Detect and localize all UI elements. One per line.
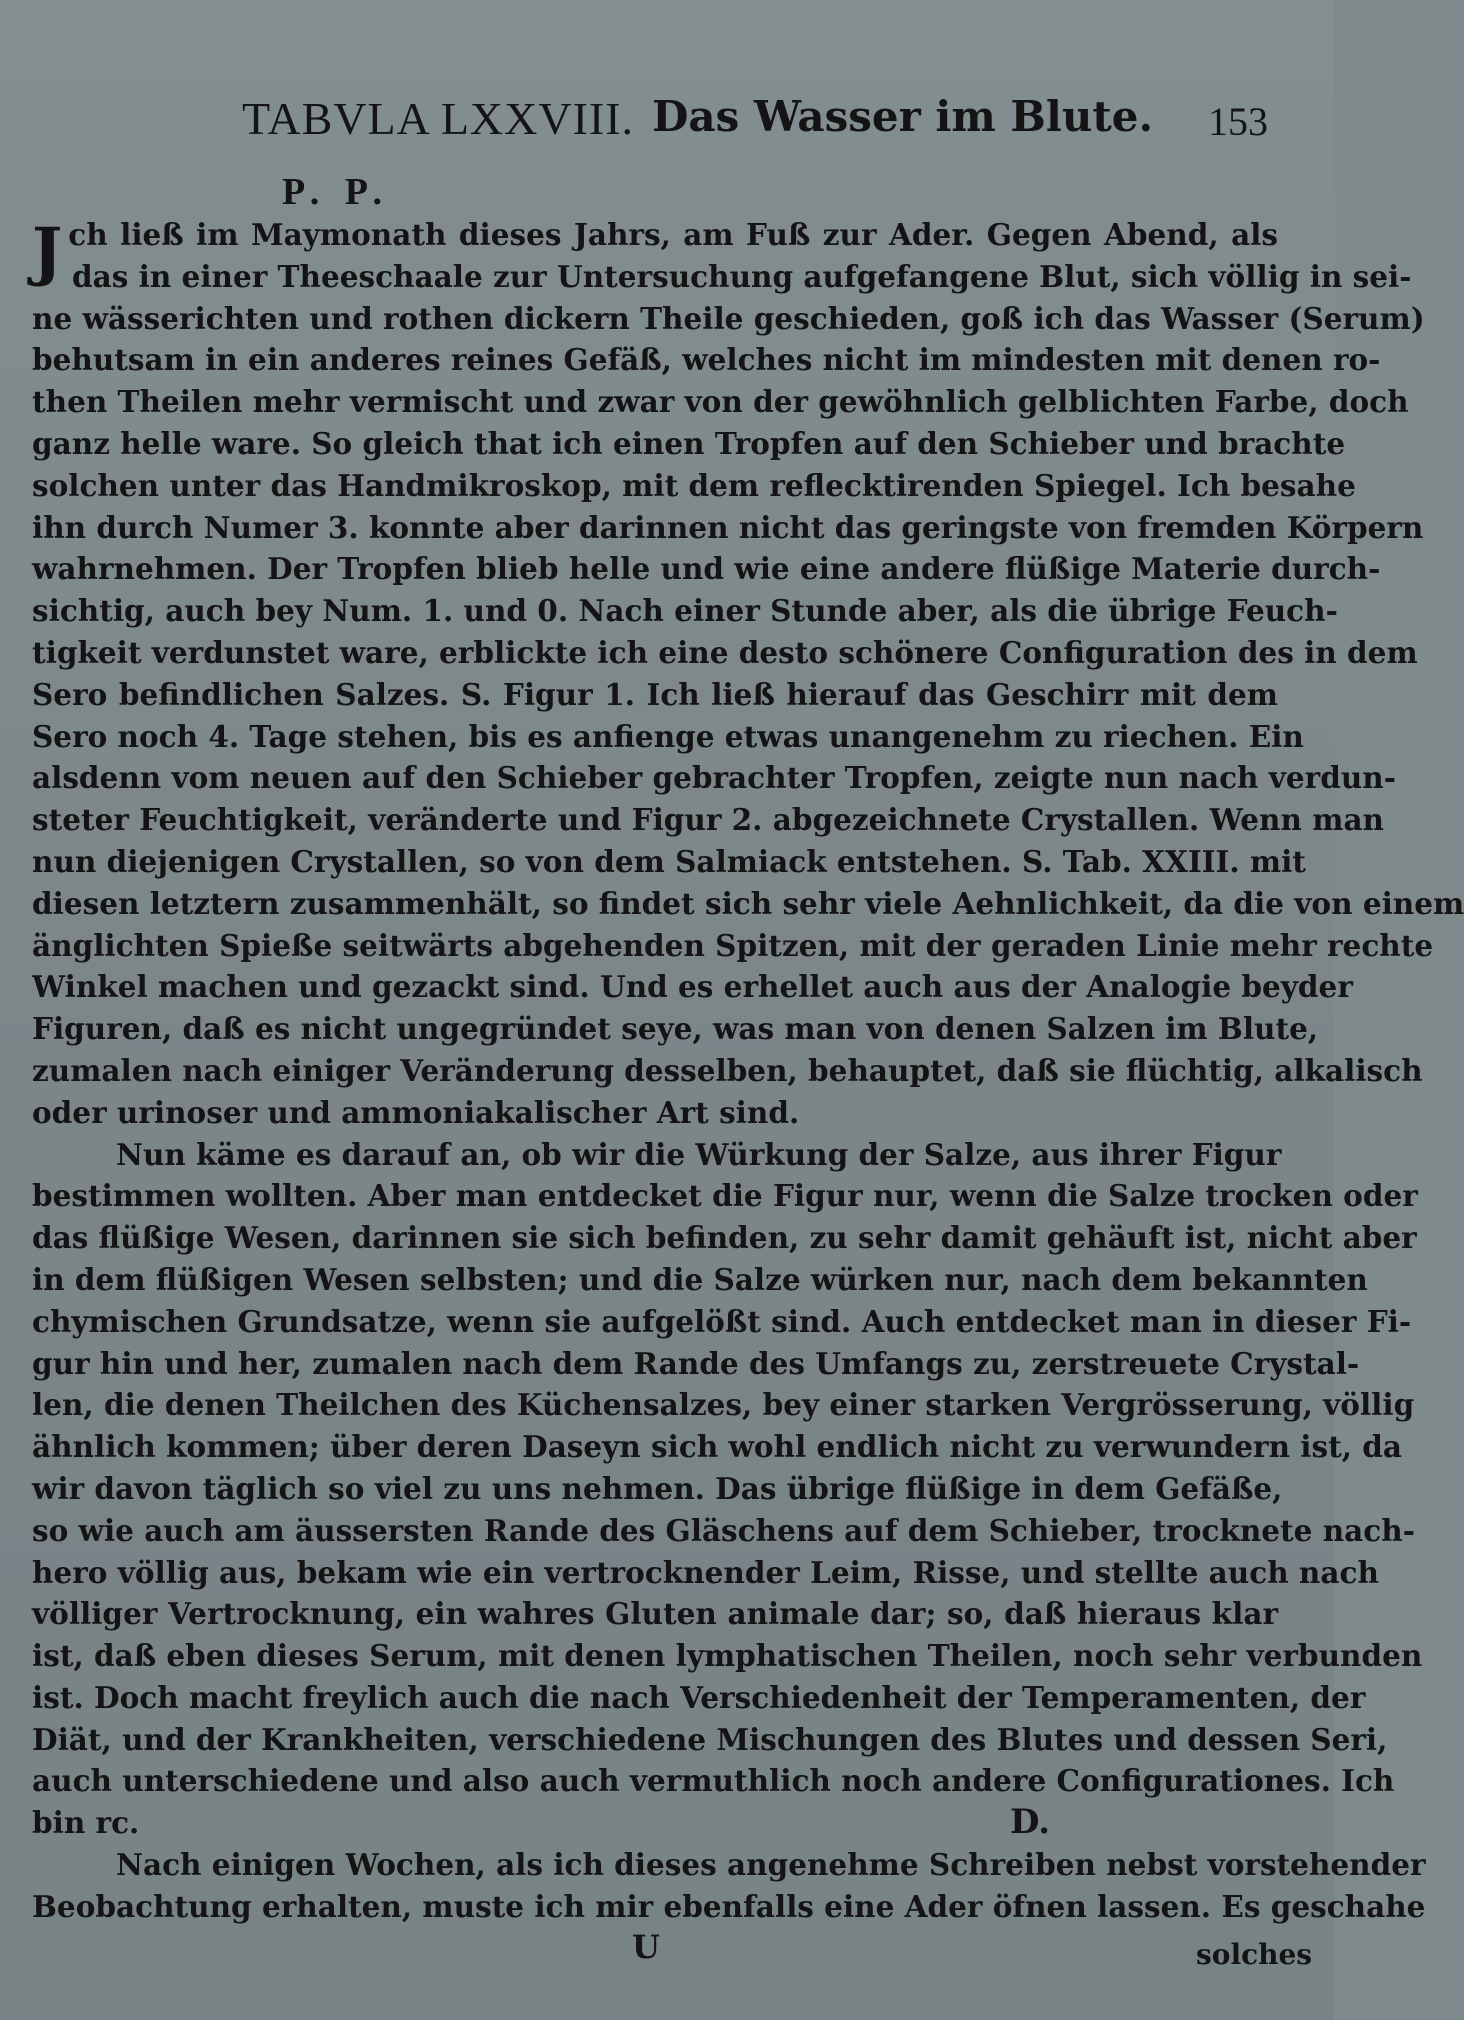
text-line: steter Feuchtigkeit, veränderte und Figur 2. abgezeichnete Crystallen. Wenn man (32, 802, 1385, 838)
text-line: auch unterschiedene und also auch vermuthlich noch andere Configurationes. Ich (32, 1763, 1395, 1799)
text-line: nun diejenigen Crystallen, so von dem Salmiack entstehen. S. Tab. XXIII. mit (32, 843, 1306, 879)
paragraph-3 (32, 1844, 1426, 1928)
text-line: ne wässerichten und rothen dickern Theile geschieden, goß ich das Wasser (Serum) (32, 300, 1425, 336)
text-line: Diät, und der Krankheiten, verschiedene Mischungen des Blutes und dessen Seri, (32, 1721, 1388, 1757)
catchword: solches (1196, 1937, 1313, 1971)
signature-mark: U (632, 1927, 660, 1966)
closing-formula: bin rc. (32, 1805, 140, 1841)
text-line: len, die denen Theilchen des Küchensalzes, bey einer starken Vergrösserung, völlig (32, 1387, 1415, 1423)
text-line: völliger Vertrocknung, ein wahres Gluten animale dar; so, daß hieraus klar (32, 1596, 1278, 1632)
text-line: wir davon täglich so viel zu uns nehmen. Das übrige flüßige in dem Gefäße, (32, 1470, 1283, 1506)
text-line: das in einer Theeschaale zur Untersuchung aufgefangene Blut, sich völlig in sei- (72, 258, 1412, 294)
text-line: sichtig, auch bey Num. 1. und 0. Nach einer Stunde aber, als die übrige Feuch- (32, 593, 1338, 629)
running-header (0, 88, 1334, 148)
text-line: ähnlich kommen; über deren Daseyn sich wohl endlich nicht zu verwundern ist, da (32, 1429, 1403, 1465)
text-line: zumalen nach einiger Veränderung desselben, behauptet, daß sie flüchtig, alkalisch (32, 1052, 1423, 1088)
salutation: P. P. (282, 171, 390, 213)
text-line: gur hin und her, zumalen nach dem Rande des Umfangs zu, zerstreuete Crystal- (32, 1345, 1360, 1381)
paragraph-1 (32, 214, 1464, 1134)
text-line: Sero noch 4. Tage stehen, bis es anfienge etwas unangenehm zu riechen. Ein (32, 718, 1304, 754)
text-line: änglichten Spieße seitwärts abgehenden Spitzen, mit der geraden Linie mehr rechte (32, 927, 1434, 963)
text-line: das flüßige Wesen, darinnen sie sich befinden, zu sehr damit gehäuft ist, nicht aber (32, 1220, 1417, 1256)
text-line: alsdenn vom neuen auf den Schieber gebrachter Tropfen, zeigte nun nach verdun- (32, 760, 1396, 796)
text-line: Nach einigen Wochen, als ich dieses angenehme Schreiben nebst vorstehender (116, 1847, 1426, 1883)
text-line: ihn durch Numer 3. konnte aber darinnen nicht das geringste von fremden Körpern (32, 509, 1424, 545)
paragraph-2 (32, 1134, 1423, 1803)
text-line: wahrnehmen. Der Tropfen blieb helle und wie eine andere flüßige Materie durch- (32, 551, 1381, 587)
page-footer (32, 1927, 1313, 1978)
text-line: Winkel machen und gezackt sind. Und es erhellet auch aus der Analogie beyder (32, 969, 1353, 1005)
text-line: hero völlig aus, bekam wie ein vertrocknender Leim, Risse, und stellte auch nach (32, 1554, 1379, 1590)
text-line: Sero befindlichen Salzes. S. Figur 1. Ich ließ hierauf das Geschirr mit dem (32, 676, 1278, 712)
text-line: Beobachtung erhalten, muste ich mir ebenfalls eine Ader öfnen lassen. Es geschahe (32, 1888, 1426, 1924)
text-line: ganz helle ware. So gleich that ich einen Tropfen auf den Schieber und brachte (32, 425, 1346, 461)
body-text (32, 214, 1464, 1978)
text-line: behutsam in ein anderes reines Gefäß, welches nicht im mindesten mit denen ro- (32, 342, 1381, 378)
text-line: ist. Doch macht freylich auch die nach Verschiedenheit der Temperamenten, der (32, 1679, 1366, 1715)
text-line: ist, daß eben dieses Serum, mit denen lymphatischen Theilen, noch sehr verbunden (32, 1638, 1423, 1674)
text-line: Nun käme es darauf an, ob wir die Würkung der Salze, aus ihrer Figur (116, 1136, 1282, 1172)
text-line: then Theilen mehr vermischt und zwar von der gewöhnlich gelblichten Farbe, doch (32, 384, 1409, 420)
text-line: bestimmen wollten. Aber man entdecket die Figur nur, wenn die Salze trocken oder (32, 1178, 1418, 1214)
text-line: tigkeit verdunstet ware, erblickte ich eine desto schönere Configuration des in dem (32, 634, 1418, 670)
text-line: in dem flüßigen Wesen selbsten; und die Salze würken nur, nach dem bekannten (32, 1261, 1368, 1297)
closing-row (32, 1802, 1278, 1844)
running-title: Das Wasser im Blute. (652, 92, 1154, 141)
text-line: Figuren, daß es nicht ungegründet seye, was man von denen Salzen im Blute, (32, 1011, 1319, 1047)
text-line: oder urinoser und ammoniakalischer Art sind. (32, 1094, 800, 1130)
letter-signature: D. (1010, 1802, 1051, 1843)
page-number: 153 (1208, 99, 1268, 144)
text-line: so wie auch am äussersten Rande des Gläschens auf dem Schieber, trocknete nach- (32, 1512, 1415, 1548)
text-line: solchen unter das Handmikroskop, mit dem reflecktirenden Spiegel. Ich besahe (32, 467, 1356, 503)
text-line: ch ließ im Maymonath dieses Jahrs, am Fuß zur Ader. Gegen Abend, als (68, 217, 1278, 252)
text-line: diesen letztern zusammenhält, so findet sich sehr viele Aehnlichkeit, da die von einem (32, 885, 1464, 921)
plate-number: TABVLA LXXVIII. (242, 93, 635, 144)
drop-capital: J (32, 214, 63, 289)
text-line: chymischen Grundsatze, wenn sie aufgelößt sind. Auch entdecket man in dieser Fi- (32, 1303, 1412, 1339)
